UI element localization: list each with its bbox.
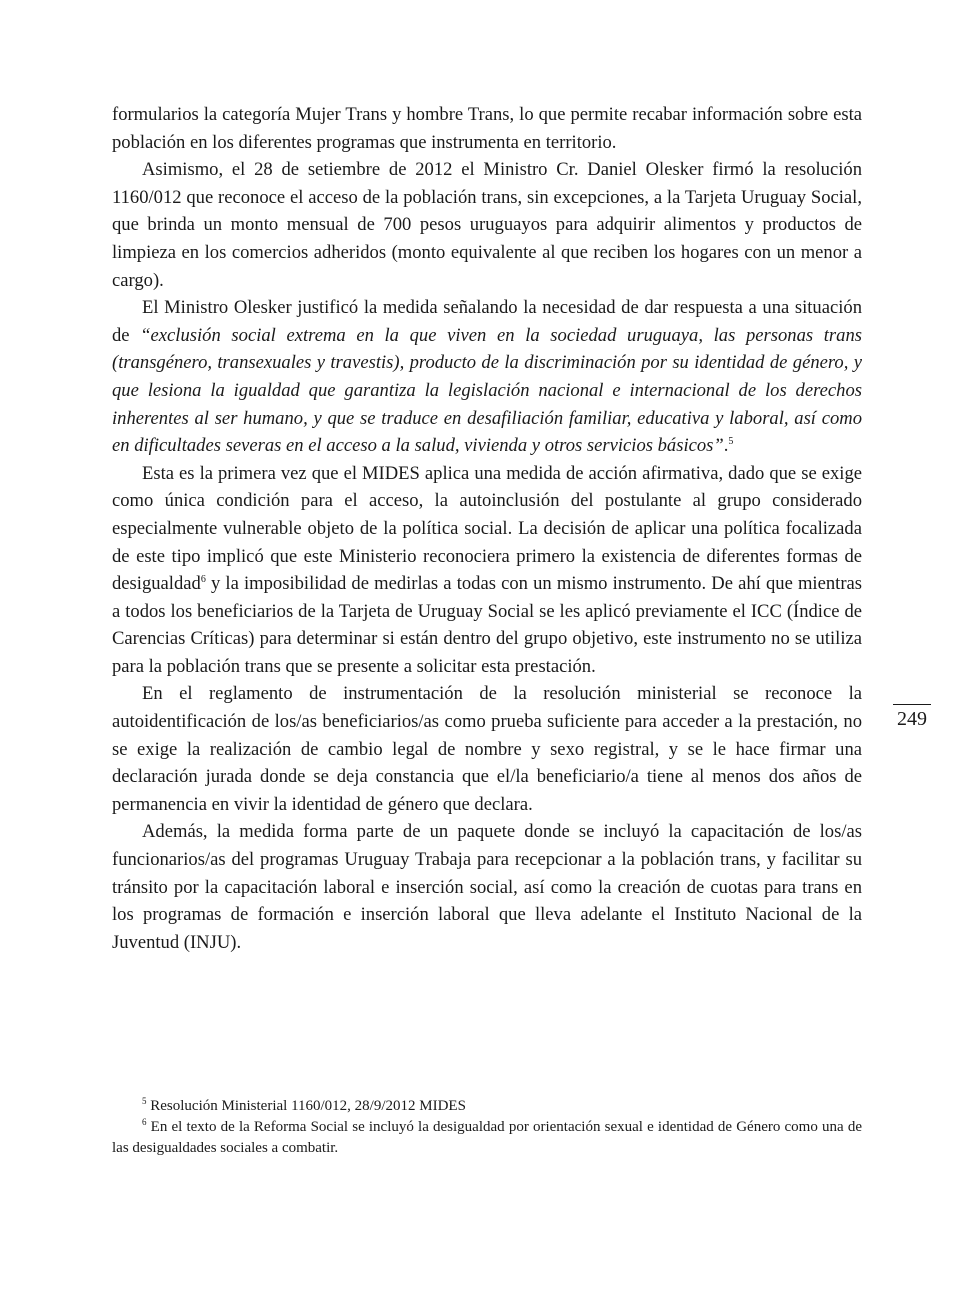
footnote-5-mark: 5	[142, 1096, 147, 1106]
page-number: 249	[893, 704, 931, 731]
footnote-6-text: En el texto de la Reforma Social se incluyó la desigualdad por orientación sexual e identidad de Género como una de las desigualdades sociales a combatir.	[112, 1119, 862, 1156]
footnote-6	[112, 1117, 862, 1159]
footnote-5	[112, 1096, 862, 1117]
minister-quote: “exclusión social extrema en la que viven en la sociedad uruguaya, las personas trans (transgénero, transexuales y travestis), producto de la discriminación por su identidad de género, y que lesiona la igualdad que garantiza la legislación nacional e internacional de los derechos inherentes al ser humano, y que se traduce en desafiliación familiar, educativa y laboral, así como en dificultades severas en el acceso a la salud, vivienda y otros servicios básicos”	[112, 324, 862, 457]
paragraph-5: En el reglamento de instrumentación de la resolución ministerial se reconoce la autoidentificación de los/as beneficiarios/as como prueba suficiente para acceder a la prestación, no se exige la realización de cambio legal de nombre y sexo registral, y se le hace firmar una declaración jurada donde se deja constancia que el/la beneficiario/a tiene al menos dos años de permanencia en vivir la identidad de género que declara.	[112, 683, 862, 815]
paragraph-1: formularios la categoría Mujer Trans y hombre Trans, lo que permite recabar información sobre esta población en los diferentes programas que instrumenta en territorio.	[112, 104, 862, 153]
footnote-ref-6[interactable]: 6	[200, 573, 206, 585]
paragraph-4-lead: Esta es la primera vez que el MIDES aplica una medida de acción afirmativa, dado que se exige como única condición para el acceso, la autoinclusión del postulante al grupo considerado especialmente vulnerable objeto de la política social. La decisión de aplicar una política focalizada de este tipo implicó que este Ministerio reconociera primero la existencia de diferentes formas de desigualdad	[112, 462, 862, 595]
footnote-5-text: Resolución Ministerial 1160/012, 28/9/2012 MIDES	[146, 1098, 466, 1114]
paragraph-4-rest: y la imposibilidad de medirlas a todas con un mismo instrumento. De ahí que mientras a todos los beneficiarios de la Tarjeta de Uruguay Social se les aplicó previamente el ICC (Índice de Carencias Críticas) para determinar si están dentro del grupo objetivo, este instrumento no se utiliza para la población trans que se presente a solicitar esta prestación.	[112, 573, 862, 677]
body-text	[112, 101, 862, 956]
paragraph-3	[112, 294, 862, 460]
footnote-ref-5[interactable]: 5	[728, 435, 734, 447]
paragraph-4	[112, 460, 862, 681]
paragraph-2: Asimismo, el 28 de setiembre de 2012 el Ministro Cr. Daniel Olesker firmó la resolución 1160/012 que reconoce el acceso de la población trans, sin excepciones, a la Tarjeta Uruguay Social, que brinda un monto mensual de 700 pesos uruguayos para adquirir alimentos y productos de limpieza en los comercios adheridos (monto equivalente al que reciben los hogares con un menor a cargo).	[112, 159, 862, 291]
paragraph-6: Además, la medida forma parte de un paquete donde se incluyó la capacitación de los/as funcionarios/as del programas Uruguay Trabaja para recepcionar a la población trans, y facilitar su tránsito por la capacitación laboral e inserción social, así como la creación de cuotas para trans en los programas de formación e inserción laboral que lleva adelante el Instituto Nacional de la Juventud (INJU).	[112, 821, 862, 953]
paragraph-3-lead: El Ministro Olesker justificó la medida señalando la necesidad de dar respuesta a una situación de	[112, 297, 862, 346]
paragraph-3-end: .	[723, 435, 729, 457]
footnote-6-mark: 6	[142, 1117, 147, 1127]
footnotes	[112, 1096, 862, 1159]
